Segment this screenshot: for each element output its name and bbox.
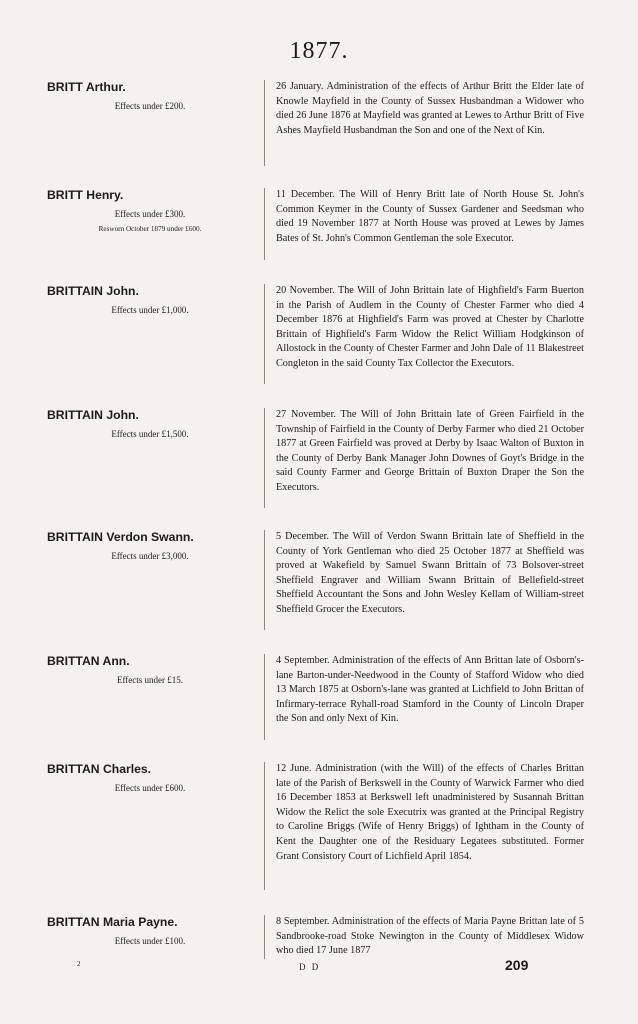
footer-mark: 2 <box>77 960 81 968</box>
column-rule <box>264 80 265 166</box>
entry-name <box>47 915 178 929</box>
entry-forename: Henry. <box>86 188 124 202</box>
entry-text: 11 December. The Will of Henry Britt late of North House St. John's Common Keymer in the County of Sussex Gardener and Seedsman who died 19 November 1877 at North House was proved at Lewes by James Bates of St. John's Common Gentleman the sole Executor. <box>276 189 584 244</box>
entry-effects: Effects under £1,500. <box>111 429 189 439</box>
entry-forename: Arthur. <box>85 80 126 94</box>
entry-resworn-note: Resworn October 1879 under £600. <box>98 225 202 233</box>
entry-effects: Effects under £600. <box>114 783 186 793</box>
entry-name <box>47 762 151 776</box>
entry-name <box>47 408 139 422</box>
entry-surname: BRITTAIN <box>47 408 103 422</box>
column-rule <box>264 762 265 890</box>
entry-name <box>47 530 194 544</box>
entry-effects: Effects under £15. <box>116 675 184 685</box>
entry-effects: Effects under £300. <box>114 209 186 219</box>
footer-signature: D D <box>299 962 321 972</box>
entry-surname: BRITTAIN <box>47 530 103 544</box>
page-number: 209 <box>505 957 529 973</box>
entry-surname: BRITT <box>47 80 83 94</box>
entry-surname: BRITTAN <box>47 654 100 668</box>
entry-surname: BRITTAN <box>47 915 100 929</box>
column-rule <box>264 188 265 260</box>
entry-forename: Ann. <box>102 654 130 668</box>
entry-name <box>47 188 123 202</box>
entry-forename: Charles. <box>102 762 152 776</box>
column-rule <box>264 284 265 384</box>
entry-text: 26 January. Administration of the effects of Arthur Britt the Elder late of Knowle Mayfield in the County of Sussex Husbandman a Widower who died 26 June 1876 at Mayfield was granted at Lewes to Arthur Britt of Five Ashes Mayfield Husbandman the Son and one of the Next of Kin. <box>276 81 584 136</box>
entry-effects: Effects under £100. <box>114 936 186 946</box>
entry-text: 12 June. Administration (with the Will) of the effects of Charles Brittan late of the Parish of Berkswell in the County of Warwick Farmer who died 16 December 1853 at Berkswell left unadministered by Susannah Brittan Widow the Relict the sole Executrix was granted at the Principal Registry to Caroline Briggs (Wife of Henry Briggs) of Ightham in the County of Kent the Daughter one of the Residuary Legatees substituted. Former Grant Consistory Court of Lichfield April 1854. <box>276 763 584 862</box>
entry-effects: Effects under £200. <box>114 101 186 111</box>
entry-effects: Effects under £1,000. <box>111 305 189 315</box>
column-rule <box>264 915 265 959</box>
entry-forename: John. <box>106 284 139 298</box>
entry-text: 4 September. Administration of the effects of Ann Brittan late of Osborn's-lane Barton-under-Needwood in the County of Stafford Widow who died 13 March 1875 at Osborn's-lane was granted at Lichfield to John Brittan of Infirmary-terrace Ryhall-road Stamford in the County of Lincoln Draper the Son and only Next of Kin. <box>276 655 584 725</box>
column-rule <box>264 530 265 630</box>
entry-effects: Effects under £3,000. <box>111 551 189 561</box>
entry-text: 27 November. The Will of John Brittain late of Green Fairfield in the Township of Fairfield in the County of Derby Farmer who died 21 October 1877 at Green Fairfield was proved at Derby by Isaac Walton of Buxton in the County of Derby Bank Manager John Downes of Goyt's Bridge in the said County Farmer and George Brittain of Buxton Draper the Son the Executors. <box>276 409 584 493</box>
entry-name <box>47 654 130 668</box>
entry-name <box>47 80 126 94</box>
page-year-heading: 1877. <box>289 38 349 64</box>
entry-text: 20 November. The Will of John Brittain late of Highfield's Farm Buerton in the Parish of Audlem in the County of Chester Farmer who died 4 December 1876 at Highfield's Farm was proved at Chester by Charlotte Brittain of Highfield's Farm Widow the Relict William Hodgkinson of Allostock in the County of Chester Farmer and John Dale of 11 Blakestreet Congleton in the said County Tax Collector the Executors. <box>276 285 584 369</box>
entry-forename: Maria Payne. <box>102 915 178 929</box>
column-rule <box>264 408 265 508</box>
entry-forename: John. <box>106 408 139 422</box>
entry-surname: BRITTAN <box>47 762 100 776</box>
column-rule <box>264 654 265 740</box>
entry-text: 8 September. Administration of the effects of Maria Payne Brittan late of 5 Sandbrooke-road Stoke Newington in the County of Middlesex Widow who died 17 June 1877 <box>276 916 584 957</box>
entry-name <box>47 284 139 298</box>
entry-forename: Verdon Swann. <box>106 530 194 544</box>
entry-surname: BRITT <box>47 188 83 202</box>
entry-text: 5 December. The Will of Verdon Swann Brittain late of Sheffield in the County of York Gentleman who died 25 October 1877 at Sheffield was proved at Wakefield by Samuel Swann Brittain of 73 Bolsover-street Sheffield Engraver and William Swann Brittain of Bellefield-street Sheffield Accountant the Sons and John Wesley Kellam of William-street Sheffield Grocer the Executors. <box>276 531 584 615</box>
entry-surname: BRITTAIN <box>47 284 103 298</box>
